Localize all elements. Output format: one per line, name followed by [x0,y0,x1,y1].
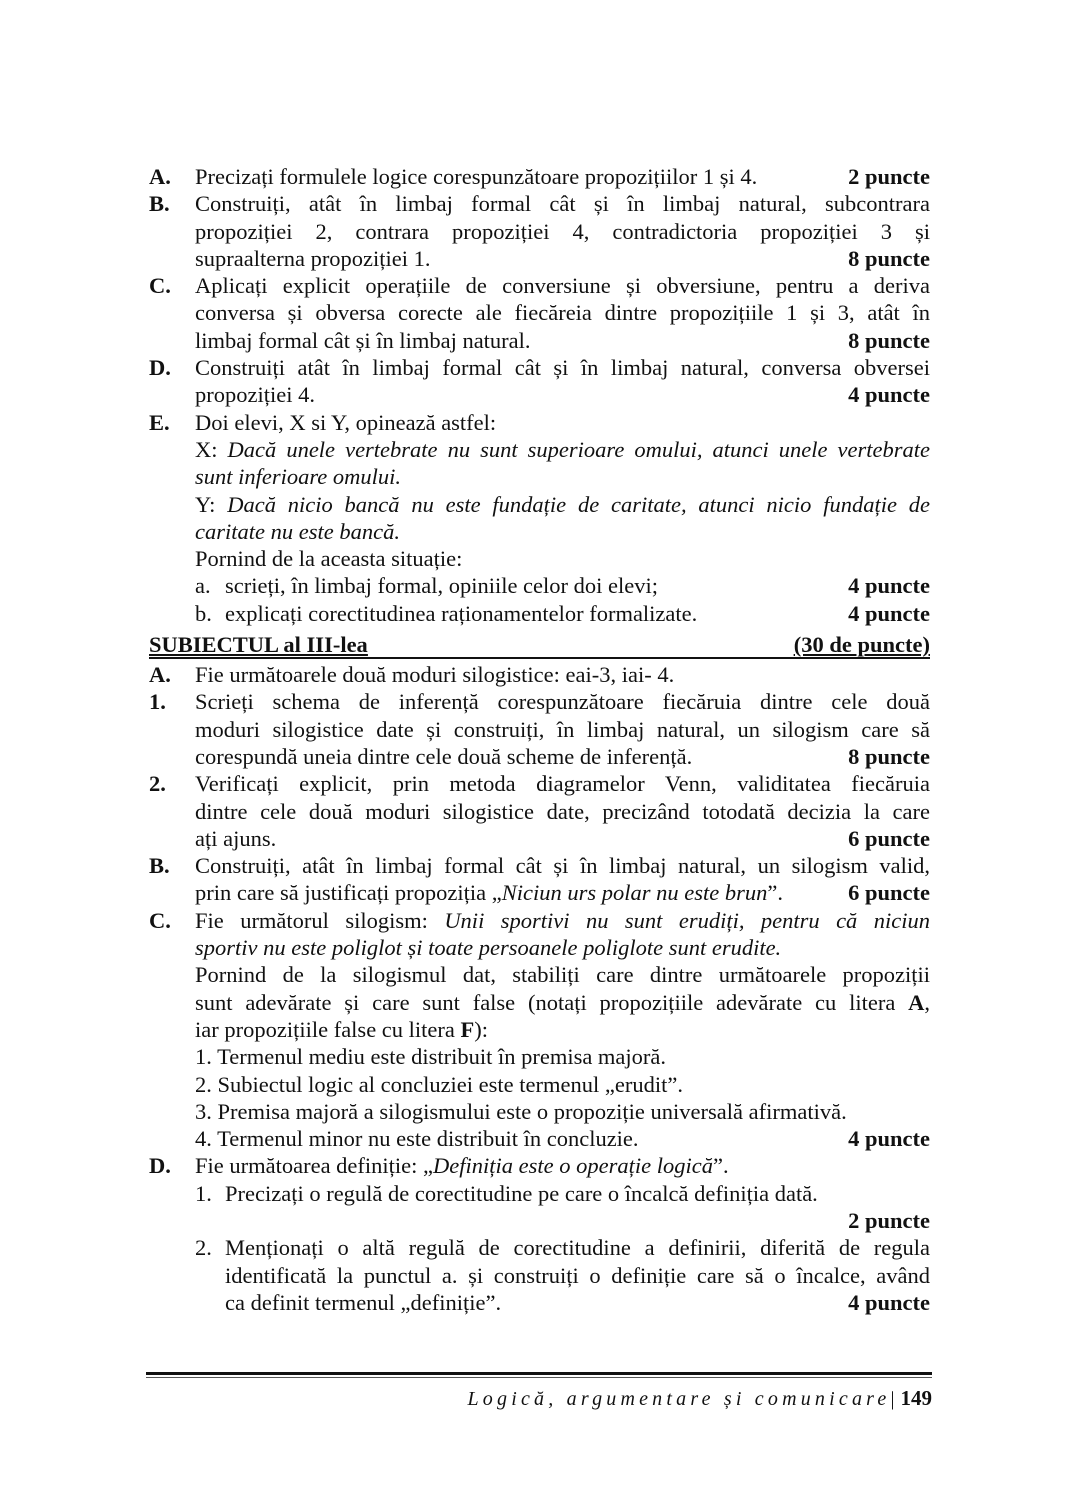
instruction: Pornind de la silogismul dat, stabiliți care dintre următoarele propoziții [195,962,930,988]
item-intro: Doi elevi, X si Y, opinează astfel: [195,409,497,435]
item-3A2 [149,770,930,852]
item-text: limbaj formal cât și în limbaj natural. [195,327,531,353]
item-text: corespundă uneia dintre cele două scheme de inferență. [195,743,693,769]
item-3C [149,907,930,1153]
task-2: 2. Menționați o altă regulă de corectitudine a definirii, diferită de regula identificată la punctul a. și construiți o definiție care să o încalce, având ca definit termenul „definiție”. 4 puncte [195,1235,930,1315]
item-text: Construiți atât în limbaj formal cât și în limbaj natural, conversa obversei [195,355,930,381]
item-text: Aplicați explicit operațiile de conversiune și obversiune, pentru a deriva [195,273,930,299]
points: 6 puncte [848,825,930,851]
statement: 3. Premisa majoră a silogismului este o propoziție universală afirmativă. [195,1098,847,1124]
item-text: Fie următorul silogism: Unii sportivi nu sunt erudiți, pentru că niciun [195,907,930,933]
item-text: propoziției 4. [195,382,315,408]
item-2C [149,272,930,354]
item-text: dintre cele două moduri silogistice date, precizând totodată decizia la care [195,798,930,824]
item-text: Scrieți schema de inferență corespunzătoare fiecăruia dintre cele două [195,689,930,715]
points: 6 puncte [848,880,930,906]
item-label: C. [149,273,171,299]
task-b: b. explicați corectitudinea raționamentelor formalizate. 4 puncte [195,600,930,626]
footer-rule-thin [146,1377,932,1378]
footer-title: Logică, argumentare și comunicare [467,1388,891,1410]
item-label: E. [149,409,170,435]
item-label: 2. [149,771,166,797]
exam-page-content [149,163,930,1316]
item-2E [149,409,930,627]
points: 4 puncte [848,1126,930,1152]
page-footer [146,1372,932,1411]
opinion-y: Y: Dacă nicio bancă nu este fundație de caritate, atunci nicio fundație de [195,491,930,517]
item-text: prin care să justificați propoziția „Niciun urs polar nu este brun”. 6 puncte [195,880,930,906]
opinion-x: X: Dacă unele vertebrate nu sunt superioare omului, atunci unele vertebrate [195,436,931,462]
item-2A [149,163,930,190]
item-label: B. [149,853,170,879]
item-label: C. [149,907,171,933]
item-text: conversa și obversa corecte ale fiecăreia dintre propozițiile 1 și 3, atât în [195,300,930,326]
item-text: ați ajuns. [195,825,277,851]
item-2B [149,190,930,272]
item-text: Construiți, atât în limbaj formal cât și în limbaj natural, subcontrara [195,191,930,217]
opinion-x-cont: sunt inferioare omului. [195,464,402,490]
item-2D [149,354,930,409]
statement: 1. Termenul mediu este distribuit în premisa majoră. [195,1044,667,1070]
section-heading [149,633,930,659]
footer-separator: | [890,1388,895,1410]
item-label: A. [149,164,171,189]
points: 4 puncte [848,1289,930,1315]
item-3D [149,1152,930,1316]
section-points: (30 de puncte) [793,632,930,658]
points: 4 puncte [848,382,930,408]
item-text: propoziției 2, contrara propoziției 4, contradictoria propoziției 3 și [195,218,930,244]
opinion-y-cont: caritate nu este bancă. [195,518,400,544]
instruction: iar propozițiile false cu litera F): [195,1016,489,1042]
points: 8 puncte [848,245,930,271]
points: 8 puncte [848,327,930,353]
item-label: 1. [149,689,166,715]
task-a: a. scrieți, în limbaj formal, opiniile celor doi elevi; 4 puncte [195,573,930,599]
item-text: supraalterna propoziției 1. [195,245,431,271]
item-label: B. [149,191,170,217]
item-label: D. [149,355,171,381]
syllogism-text: sportiv nu este poliglot și toate persoanele poliglote sunt erudite. [195,935,782,961]
page-number: 149 [900,1386,932,1410]
item-label: A. [149,662,171,688]
item-3A [149,661,930,688]
points: 2 puncte [848,1207,930,1233]
item-text: Fie următoarea definiție: „Definiția este o operație logică”. [195,1153,729,1179]
points: 2 puncte [848,164,930,189]
points: 8 puncte [848,743,930,769]
statement: 4. Termenul minor nu este distribuit în concluzie. [195,1126,639,1152]
item-lead: Pornind de la aceasta situație: [195,546,463,572]
item-label: D. [149,1153,171,1179]
item-text: Verificați explicit, prin metoda diagramelor Venn, validitatea fiecăruia [195,771,930,797]
statement: 2. Subiectul logic al concluziei este termenul „erudit”. [195,1071,683,1097]
instruction: sunt adevărate și care sunt false (notați propozițiile adevărate cu litera A, [195,989,930,1015]
item-text: Precizați formulele logice corespunzătoare propozițiilor 1 și 4. [195,164,758,189]
item-text: moduri silogistice date și construiți, în limbaj natural, un silogism care să [195,716,930,742]
footer-rule [146,1372,932,1375]
item-3A1 [149,688,930,770]
task-1: 1. Precizați o regulă de corectitudine pe care o încalcă definiția dată. 2 puncte [195,1180,930,1233]
item-text: Construiți, atât în limbaj formal cât și în limbaj natural, un silogism valid, [195,853,930,879]
item-3B [149,852,930,907]
item-text: Fie următoarele două moduri silogistice: eai-3, iai- 4. [195,662,675,688]
section-title: SUBIECTUL al III-lea [149,632,368,658]
